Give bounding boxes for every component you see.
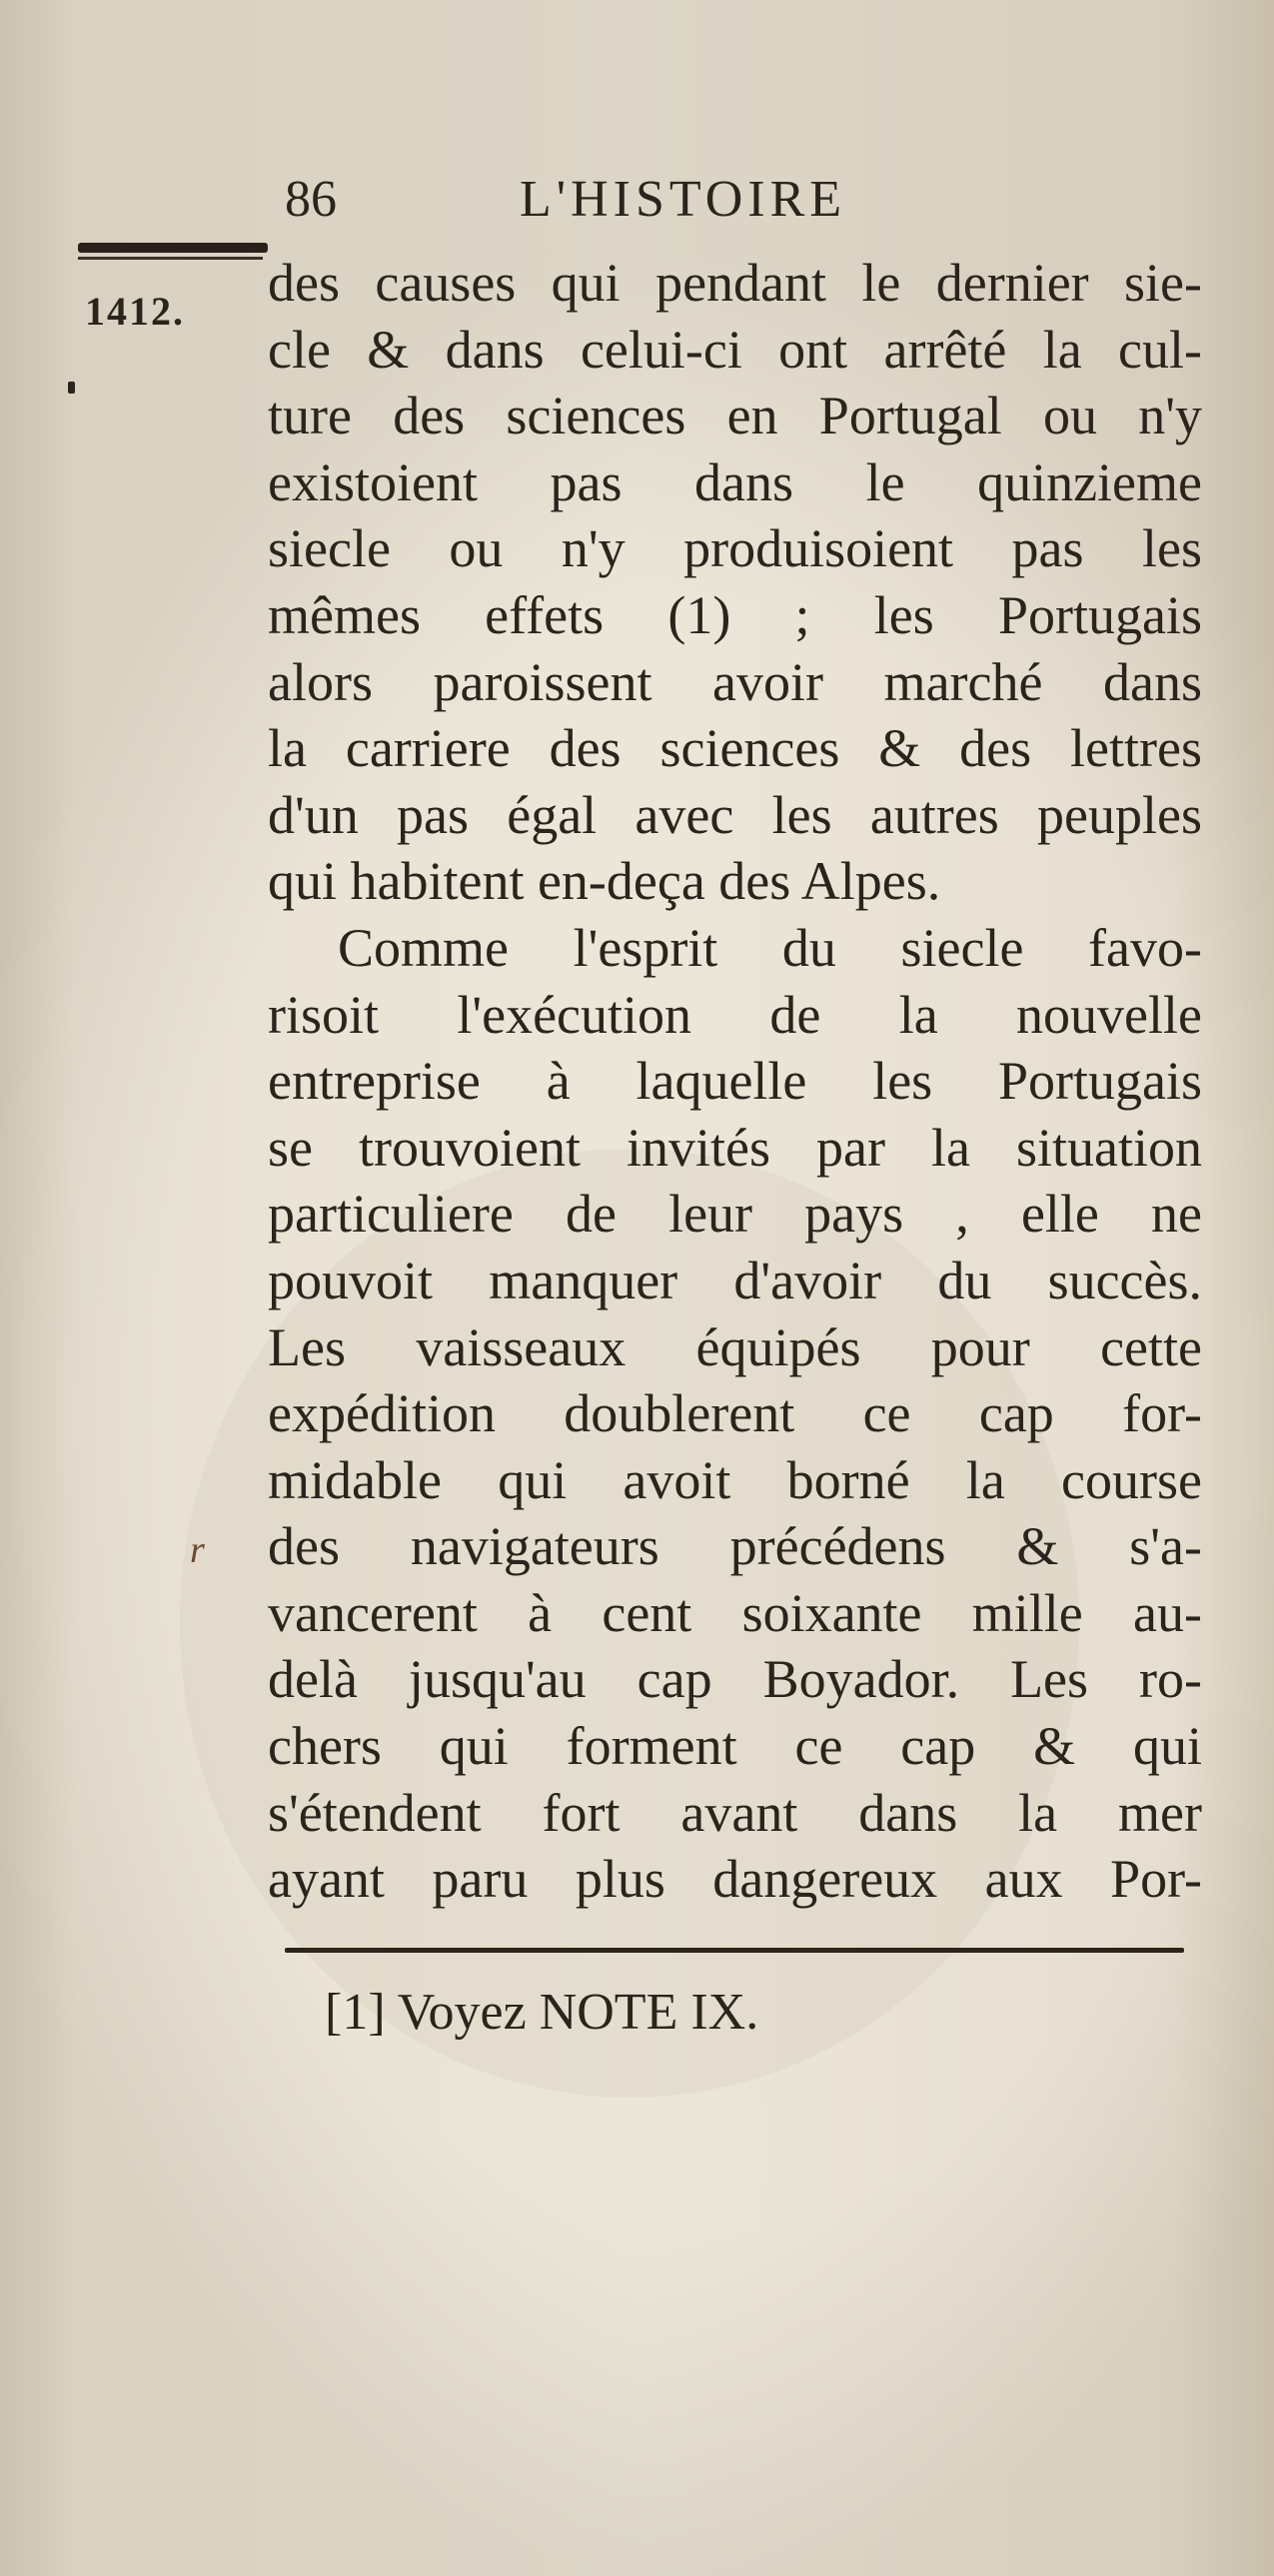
header-rule-thin [78, 257, 263, 260]
text-line: Les vaisseaux équipés pour cette [268, 1316, 1202, 1377]
paragraph-first-line: Comme l'esprit du siecle favo- [338, 917, 1202, 978]
text-line: existoient pas dans le quinzieme [268, 451, 1202, 512]
text-line: ayant paru plus dangereux aux Por- [268, 1849, 1202, 1910]
footnote: [1] Voyez NOTE IX. [325, 1984, 759, 2041]
page-number: 86 [285, 171, 337, 228]
text-line: vancerent à cent soixante mille au- [268, 1582, 1202, 1643]
running-title: L'HISTOIRE [520, 171, 847, 228]
text-line: midable qui avoit borné la course [268, 1449, 1202, 1510]
text-line: ture des sciences en Portugal ou n'y [268, 386, 1202, 446]
body-text [268, 250, 1202, 1913]
text-line: se trouvoient invités par la situation [268, 1117, 1202, 1178]
text-line: qui habitent en-deça des Alpes. [268, 851, 941, 912]
text-line: cle & dans celui-ci ont arrêté la cul- [268, 319, 1202, 380]
text-line: delà jusqu'au cap Boyador. Les ro- [268, 1649, 1202, 1710]
margin-ink-mark [68, 382, 75, 394]
text-line: la carriere des sciences & des lettres [268, 718, 1202, 779]
header-rule [78, 243, 268, 253]
text-line: des causes qui pendant le dernier sie- [268, 253, 1202, 313]
text-line: alors paroissent avoir marché dans [268, 651, 1202, 712]
text-line: particuliere de leur pays , elle ne [268, 1184, 1202, 1245]
text-line: expédition doublerent ce cap for- [268, 1383, 1202, 1444]
margin-handwritten-mark: r [190, 1529, 205, 1571]
text-line: chers qui forment ce cap & qui [268, 1716, 1202, 1777]
text-line: des navigateurs précédens & s'a- [268, 1516, 1202, 1577]
text-line: mêmes effets (1) ; les Portugais [268, 584, 1202, 645]
text-line: d'un pas égal avec les autres peuples [268, 784, 1202, 845]
margin-year-note: 1412. [85, 289, 185, 334]
text-line: risoit l'exécution de la nouvelle [268, 984, 1202, 1045]
text-line: pouvoit manquer d'avoir du succès. [268, 1250, 1202, 1310]
footnote-rule [285, 1948, 1184, 1953]
text-line: s'étendent fort avant dans la mer [268, 1782, 1202, 1843]
page-header [285, 170, 944, 240]
text-line: entreprise à laquelle les Portugais [268, 1051, 1202, 1112]
text-line: siecle ou n'y produisoient pas les [268, 518, 1202, 579]
